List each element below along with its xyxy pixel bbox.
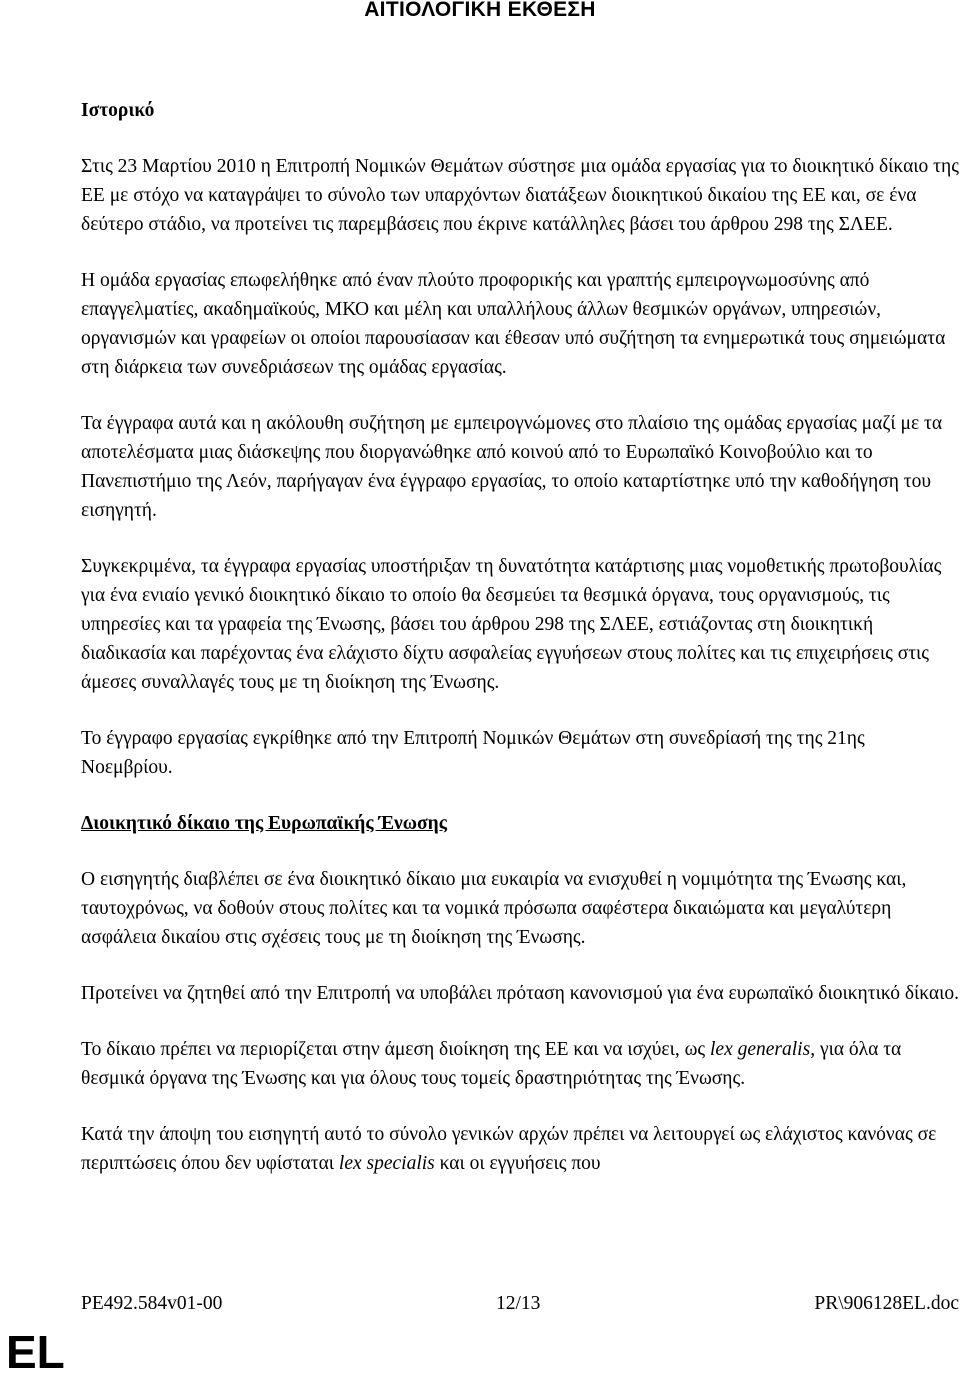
- paragraph: Συγκεκριμένα, τα έγγραφα εργασίας υποστήριξαν τη δυνατότητα κατάρτισης μιας νομοθετικής πρωτοβουλίας για ένα ενιαίο γενικό διοικητικό δίκαιο το οποίο θα δεσμεύει τα θεσμικά όργανα, τους οργανισμούς, τις υπηρεσίες και τα γραφεία της Ένωσης, βάσει του άρθρου 298 της ΣΛΕΕ, εστιάζοντας στη διοικητική διαδικασία και παρέχοντας ένα ελάχιστο δίχτυ ασφαλείας εγγυήσεων στους πολίτες και τις επιχειρήσεις στις άμεσες συναλλαγές τους με τη διοίκηση της Ένωσης.: [81, 556, 942, 693]
- paragraph-text: , για όλα τα θεσμικά όργανα της Ένωσης και για όλους τους τομείς δραστηριότητας της Ένωσης.: [81, 1039, 902, 1089]
- document-reference: PE492.584v01-00: [81, 1293, 223, 1314]
- page-number: 12/13: [496, 1293, 541, 1314]
- paragraph-text: και οι εγγυήσεις που: [434, 1153, 601, 1174]
- page-footer: [81, 1291, 959, 1317]
- document-body: [81, 96, 959, 1205]
- paragraph: Τα έγγραφα αυτά και η ακόλουθη συζήτηση με εμπειρογνώμονες στο πλαίσιο της ομάδας εργασίας μαζί με τα αποτελέσματα μιας διάσκεψης που διοργανώθηκε από κοινού από το Ευρωπαϊκό Κοινοβούλιο και το Πανεπιστήμιο της Λεόν, παρήγαγαν ένα έγγραφο εργασίας, το οποίο καταρτίστηκε υπό την καθοδήγηση του εισηγητή.: [81, 413, 943, 521]
- paragraph: Στις 23 Μαρτίου 2010 η Επιτροπή Νομικών Θεμάτων σύστησε μια ομάδα εργασίας για το διοικητικό δίκαιο της ΕΕ με στόχο να καταγράψει το σύνολο των υπαρχόντων διατάξεων διοικητικού δικαίου της ΕΕ και, σε ένα δεύτερο στάδιο, να προτείνει τις παρεμβάσεις που έκρινε κατάλληλες βάσει του άρθρου 298 της ΣΛΕΕ.: [81, 156, 959, 235]
- latin-term: lex specialis: [338, 1153, 435, 1174]
- paragraph-text: Το δίκαιο πρέπει να περιορίζεται στην άμεση διοίκηση της ΕΕ και να ισχύει, ως: [81, 1039, 711, 1060]
- paragraph: [81, 1120, 959, 1178]
- language-code: EL: [6, 1326, 65, 1378]
- document-title: ΑΙΤΙΟΛΟΓΙΚΗ ΕΚΘΕΣΗ: [364, 0, 596, 21]
- paragraph: Ο εισηγητής διαβλέπει σε ένα διοικητικό δίκαιο μια ευκαιρία να ενισχυθεί η νομιμότητα της Ένωσης και, ταυτοχρόνως, να δοθούν στους πολίτες και τα νομικά πρόσωπα σαφέστερα δικαιώματα και μεγαλύτερη ασφάλεια δικαίου στις σχέσεις τους με τη διοίκηση της Ένωσης.: [81, 869, 907, 948]
- paragraph-text: Κατά την άποψη του εισηγητή αυτό το σύνολο γενικών αρχών πρέπει να λειτουργεί ως ελάχιστος κανόνας σε περιπτώσεις όπου δεν υφίσταται: [81, 1124, 937, 1174]
- section-heading-administrative-law: Διοικητικό δίκαιο της Ευρωπαϊκής Ένωσης: [81, 813, 447, 834]
- paragraph: Το έγγραφο εργασίας εγκρίθηκε από την Επιτροπή Νομικών Θεμάτων στη συνεδρίασή της της 21ης Νοεμβρίου.: [81, 728, 865, 778]
- file-reference: PR\906128EL.doc: [814, 1293, 959, 1314]
- paragraph: Η ομάδα εργασίας επωφελήθηκε από έναν πλούτο προφορικής και γραπτής εμπειρογνωμοσύνης από επαγγελματίες, ακαδημαϊκούς, ΜΚΟ και μέλη και υπαλλήλους άλλων θεσμικών οργάνων, υπηρεσιών, οργανισμών και γραφείων οι οποίοι παρουσίασαν και έθεσαν υπό συζήτηση τα ενημερωτικά τους σημειώματα στη διάρκεια των συνεδριάσεων της ομάδας εργασίας.: [81, 270, 946, 378]
- paragraph: Προτείνει να ζητηθεί από την Επιτροπή να υποβάλει πρόταση κανονισμού για ένα ευρωπαϊκό διοικητικό δίκαιο.: [81, 983, 960, 1004]
- section-heading-history: Ιστορικό: [81, 100, 155, 121]
- paragraph: [81, 1035, 959, 1093]
- latin-term: lex generalis: [710, 1039, 811, 1060]
